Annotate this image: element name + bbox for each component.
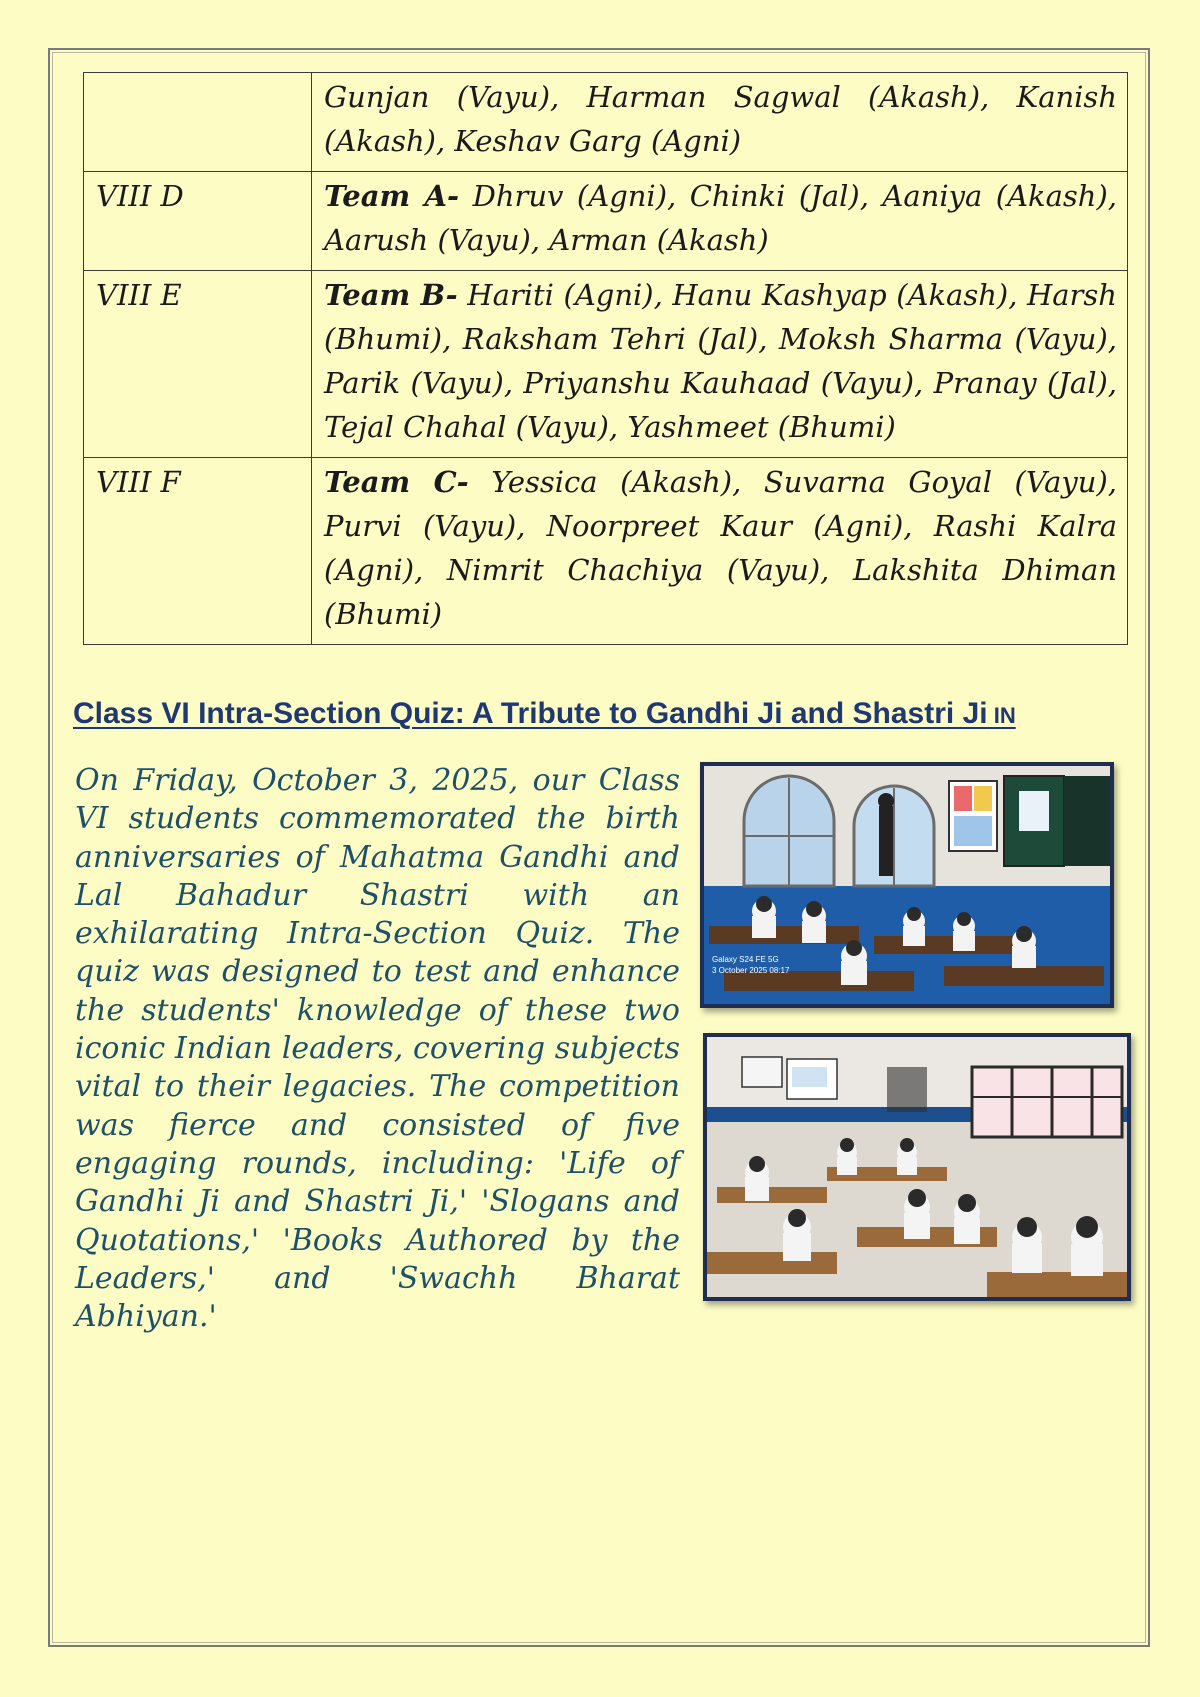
table-row (84, 458, 1128, 645)
members-cell (312, 271, 1128, 458)
article-heading-suffix: IN (987, 703, 1016, 728)
team-members: Dhruv (Agni), Chinki (Jal), Aaniya (Akash), Aarush (Vayu), Arman (Akash) (324, 179, 1117, 257)
team-label: Team A- (324, 179, 460, 213)
table-row (84, 73, 1128, 172)
team-members: Hariti (Agni), Hanu Kashyap (Akash), Harsh (Bhumi), Raksham Tehri (Jal), Moksh Sharma (Vayu), Parik (Vayu), Priyanshu Kauhaad (Vayu), Pranay (Jal), Tejal Chahal (Vayu), Yashmeet (Bhumi) (324, 278, 1117, 444)
members-cell (312, 73, 1128, 172)
photo-stamp-line1: Galaxy S24 FE 5G (712, 955, 779, 964)
article-body: On Friday, October 3, 2025, our Class VI students commemorated the birth anniversaries of Mahatma Gandhi and Lal Bahadur Shastri with an exhilarating Intra-Section Quiz. The quiz was designed to test and enhance the students' knowledge of these two iconic Indian leaders, covering subjects vital to their legacies. The competition was fierce and consisted of five engaging rounds, including: 'Life of Gandhi Ji and Shastri Ji,' 'Slogans and Quotations,' 'Books Authored by the Leaders,' and 'Swachh Bharat Abhiyan.' (75, 763, 680, 1335)
article-heading-text: Class VI Intra-Section Quiz: A Tribute to Gandhi Ji and Shastri Ji (73, 697, 988, 730)
team-members: Gunjan (Vayu), Harman Sagwal (Akash), Kanish (Akash), Keshav Garg (Agni) (324, 80, 1117, 158)
team-label: Team B- (324, 278, 458, 312)
classroom-quiz-photo-1 (700, 762, 1114, 1008)
photo-stamp-line2: 3 October 2025 08:17 (712, 966, 790, 975)
classroom-photo-2-image (707, 1037, 1127, 1297)
table-row (84, 271, 1128, 458)
team-label: Team C- (324, 465, 469, 499)
members-cell (312, 172, 1128, 271)
class-cell (84, 73, 312, 172)
class-cell: VIII D (84, 172, 312, 271)
article-heading (73, 697, 1016, 731)
class-cell: VIII E (84, 271, 312, 458)
class-cell: VIII F (84, 458, 312, 645)
classroom-photo-1-image (704, 766, 1110, 1004)
team-members: Yessica (Akash), Suvarna Goyal (Vayu), Purvi (Vayu), Noorpreet Kaur (Agni), Rashi Kalra (Agni), Nimrit Chachiya (Vayu), Lakshita Dhiman (Bhumi) (324, 465, 1117, 631)
table-row (84, 172, 1128, 271)
classroom-quiz-photo-2 (703, 1033, 1131, 1301)
team-table (83, 72, 1128, 645)
members-cell (312, 458, 1128, 645)
